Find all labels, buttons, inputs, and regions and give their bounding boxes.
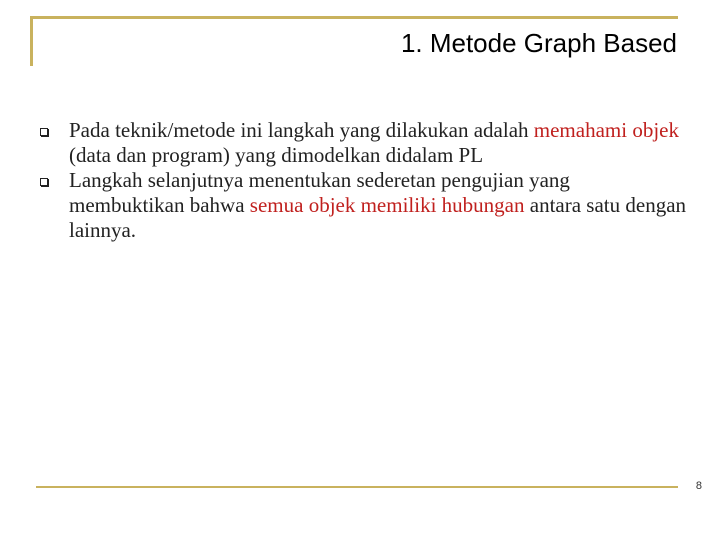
highlighted-text: semua objek memiliki hubungan: [249, 193, 525, 217]
bullet-text-segment: antara satu dengan lainnya.: [69, 193, 687, 242]
slide-title: 1. Metode Graph Based: [400, 28, 677, 58]
hollow-square-bullet-icon: [40, 178, 48, 186]
page-number: 8: [695, 480, 702, 492]
top-frame-line: [30, 16, 678, 19]
bullet-item: [40, 118, 690, 168]
bullet-text-segment: (data dan program) yang dimodelkan didalam PL: [69, 143, 484, 167]
footer-line: [36, 486, 678, 488]
bullet-item: [40, 168, 690, 243]
highlighted-text: memahami objek: [533, 118, 679, 142]
bullet-text-segment: Langkah selanjutnya menentukan sederetan pengujian yang membuktikan bahwa: [69, 168, 570, 217]
left-frame-line: [30, 16, 33, 66]
bullet-text-segment: Pada teknik/metode ini langkah yang dilakukan adalah: [69, 118, 534, 142]
hollow-square-bullet-icon: [40, 128, 48, 136]
bullet-list: [40, 118, 690, 243]
